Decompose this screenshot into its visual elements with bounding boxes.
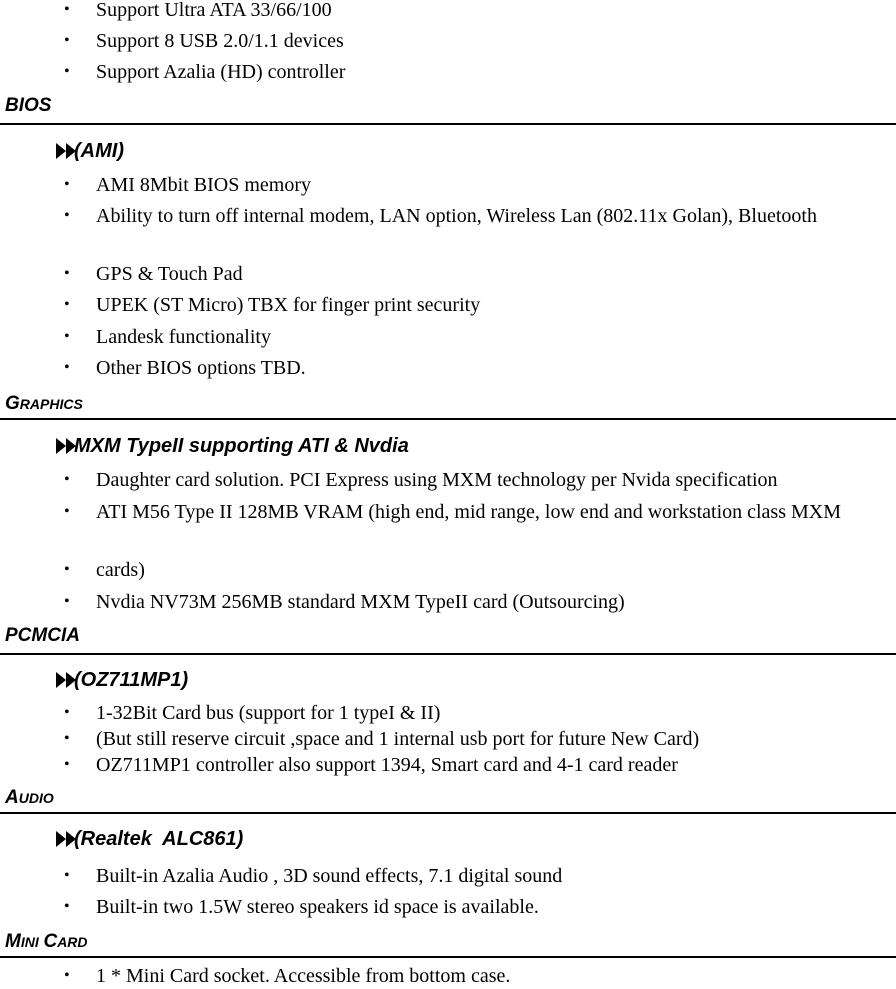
bullet-icon: • <box>64 471 70 488</box>
section-heading-graphics: GRAPHICS <box>5 393 83 414</box>
bullet-icon: • <box>64 32 70 49</box>
bullet-icon: • <box>64 967 70 984</box>
list-item: • Ability to turn off internal modem, LAN option, Wireless Lan (802.11x Golan), Bluetooth <box>64 205 817 227</box>
bullet-icon: • <box>64 63 70 80</box>
section-heading-audio: AUDIO <box>5 787 54 808</box>
bullet-icon: • <box>64 328 70 345</box>
bullet-icon: • <box>64 898 70 915</box>
bullet-icon: • <box>64 561 70 578</box>
section-divider <box>0 956 896 958</box>
section-divider <box>0 653 896 655</box>
section-divider <box>0 418 896 420</box>
bullet-icon: • <box>64 704 70 721</box>
section-divider <box>0 812 896 814</box>
section-heading-bios: BIOS <box>5 95 52 116</box>
bullet-icon: • <box>64 867 70 884</box>
bullet-icon: • <box>64 176 70 193</box>
section-heading-pcmcia: PCMCIA <box>5 625 80 646</box>
bullet-icon: • <box>64 359 70 376</box>
bullet-icon: • <box>64 503 70 520</box>
section-divider <box>0 123 896 125</box>
section-heading-mini-card: MINI CARD <box>5 931 88 952</box>
bullet-icon: • <box>64 207 70 224</box>
bullet-icon: • <box>64 730 70 747</box>
bullet-icon: • <box>64 296 70 313</box>
bullet-icon: • <box>64 756 70 773</box>
bullet-icon: • <box>64 1 70 18</box>
list-item: • ATI M56 Type II 128MB VRAM (high end, mid range, low end and workstation class MXM <box>64 501 842 523</box>
bullet-icon: • <box>64 265 70 282</box>
bullet-icon: • <box>64 593 70 610</box>
